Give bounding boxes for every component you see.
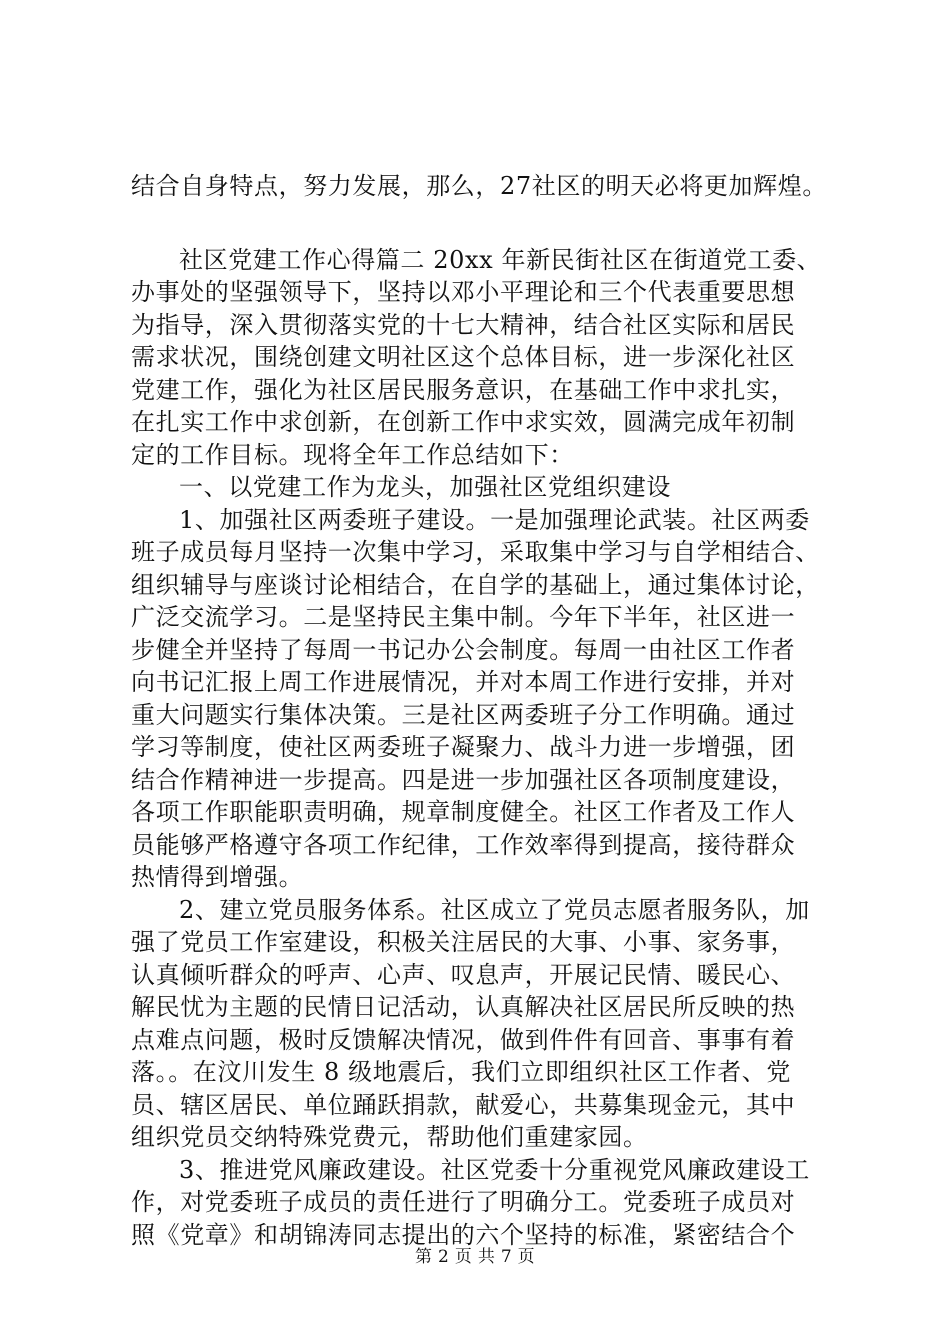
text-line: 班子成员每月坚持一次集中学习，采取集中学习与自学相结合、 xyxy=(131,538,820,566)
text-lines xyxy=(131,244,851,1252)
text-line: 一、以党建工作为龙头，加强社区党组织建设 xyxy=(179,473,671,501)
text-line: 各项工作职能职责明确，规章制度健全。社区工作者及工作人 xyxy=(131,798,796,826)
text-line: 广泛交流学习。二是坚持民主集中制。今年下半年，社区进一 xyxy=(131,603,796,631)
text-line: 1、加强社区两委班子建设。一是加强理论武装。社区两委 xyxy=(179,505,810,534)
text-line: 强了党员工作室建设，积极关注居民的大事、小事、家务事， xyxy=(131,928,796,956)
text-line: 解民忧为主题的民情日记活动，认真解决社区居民所反映的热 xyxy=(131,993,796,1021)
text-line: 落。。在汶川发生 8 级地震后，我们立即组织社区工作者、党 xyxy=(131,1058,791,1086)
text-line: 需求状况，围绕创建文明社区这个总体目标，进一步深化社区 xyxy=(131,343,796,371)
text-line: 学习等制度，使社区两委班子凝聚力、战斗力进一步增强，团 xyxy=(131,733,796,761)
text-line: 员能够严格遵守各项工作纪律，工作效率得到提高，接待群众 xyxy=(131,830,796,859)
text-line: 向书记汇报上周工作进展情况，并对本周工作进行安排，并对 xyxy=(131,668,796,696)
text-line: 组织辅导与座谈讨论相结合，在自学的基础上，通过集体讨论， xyxy=(131,570,820,599)
text-line: 办事处的坚强领导下，坚持以邓小平理论和三个代表重要思想 xyxy=(131,278,796,306)
text-line: 3、推进党风廉政建设。社区党委十分重视党风廉政建设工 xyxy=(179,1155,810,1184)
text-line: 点难点问题，极时反馈解决情况，做到件件有回音、事事有着 xyxy=(131,1025,796,1054)
text-line: 社区党建工作心得篇二 20xx 年新民街社区在街道党工委、 xyxy=(179,245,822,274)
text-line: 在扎实工作中求创新，在创新工作中求实效，圆满完成年初制 xyxy=(131,408,796,436)
text-line: 照《党章》和胡锦涛同志提出的六个坚持的标准，紧密结合个 xyxy=(131,1220,796,1249)
text-line: 定的工作目标。现将全年工作总结如下： xyxy=(131,440,574,469)
text-line: 为指导，深入贯彻落实党的十七大精神，结合社区实际和居民 xyxy=(131,310,796,339)
text-line: 热情得到增强。 xyxy=(131,863,304,891)
document-body xyxy=(131,170,851,1251)
text-line: 员、辖区居民、单位踊跃捐款，献爱心，共募集现金元，其中 xyxy=(131,1090,796,1119)
text-line: 认真倾听群众的呼声、心声、叹息声，开展记民情、暖民心、 xyxy=(131,960,796,989)
text-line: 组织党员交纳特殊党费元，帮助他们重建家园。 xyxy=(131,1123,648,1151)
text-line: 党建工作，强化为社区居民服务意识，在基础工作中求扎实， xyxy=(131,375,796,404)
text-line-top: 结合自身特点，努力发展，那么，27社区的明天必将更加辉煌。 xyxy=(131,172,827,200)
text-line: 步健全并坚持了每周一书记办公会制度。每周一由社区工作者 xyxy=(131,635,796,664)
page-number-footer: 第 2 页 共 7 页 xyxy=(415,1247,535,1267)
text-line: 作，对党委班子成员的责任进行了明确分工。党委班子成员对 xyxy=(131,1188,796,1216)
text-line: 2、建立党员服务体系。社区成立了党员志愿者服务队，加 xyxy=(179,895,810,924)
paragraph-gap xyxy=(131,203,851,244)
text-line: 结合作精神进一步提高。四是进一步加强社区各项制度建设， xyxy=(131,765,796,794)
text-line: 重大问题实行集体决策。三是社区两委班子分工作明确。通过 xyxy=(131,700,796,729)
